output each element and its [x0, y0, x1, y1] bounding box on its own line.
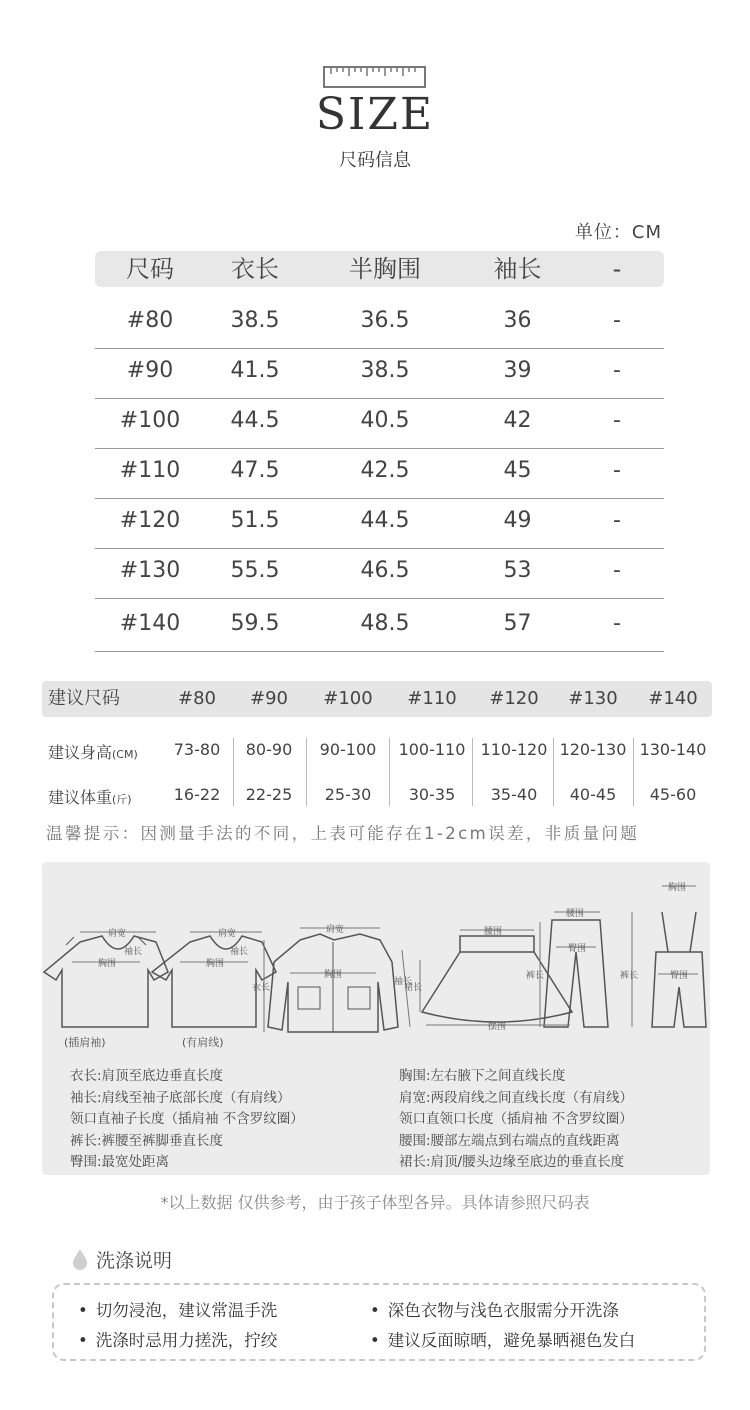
size-row	[95, 348, 664, 399]
wash-item: • 切勿浸泡，建议常温手洗	[78, 1297, 277, 1321]
suggest-size-cell: #120	[489, 688, 539, 709]
label-chest: 胸围	[324, 970, 343, 980]
size-row	[95, 601, 664, 652]
header-cell: 半胸围	[349, 255, 421, 283]
size-cell: 36	[503, 308, 532, 333]
caption-raglan: (插肩袖)	[64, 1036, 106, 1049]
suggest-weight-row	[42, 777, 712, 817]
size-cell: #130	[119, 558, 181, 583]
overalls-shape	[652, 952, 706, 1027]
column-divider	[306, 738, 307, 806]
label-waist: 腰围	[484, 927, 503, 937]
header-cell: -	[612, 255, 622, 283]
size-cell: 53	[503, 558, 532, 583]
label-waist: 腰围	[566, 909, 585, 919]
size-cell: 59.5	[230, 611, 280, 636]
label-skirt-length: 裙长	[404, 983, 423, 993]
unit-label: 单位：CM	[574, 222, 662, 243]
measurement-tip: 温馨提示：因测量手法的不同，上表可能存在1-2cm误差，非质量问题	[46, 824, 640, 843]
size-cell: -	[613, 408, 621, 433]
reference-note: *以上数据 仅供参考，由于孩子体型各异。具体请参照尺码表	[160, 1193, 590, 1212]
suggest-size-cell: #100	[323, 688, 373, 709]
size-cell: 49	[503, 508, 532, 533]
column-divider	[553, 738, 554, 806]
wash-item: • 建议反面晾晒，避免暴晒褪色发白	[370, 1327, 635, 1351]
column-divider	[472, 738, 473, 806]
column-divider	[233, 738, 234, 806]
size-cell: 45	[503, 458, 532, 483]
size-cell: 39	[503, 358, 532, 383]
label-chest: 胸围	[98, 959, 117, 969]
water-drop-icon	[72, 1248, 88, 1270]
size-cell: 57	[503, 611, 532, 636]
label-hip: 臀围	[670, 971, 689, 981]
definition-item: 肩宽:两段肩线之间直线长度（有肩线）	[399, 1089, 634, 1106]
size-cell: #140	[119, 611, 181, 636]
definition-item: 衣长:肩顶至底边垂直长度	[70, 1068, 224, 1084]
size-cell: #100	[119, 408, 181, 433]
column-divider	[633, 738, 634, 806]
definition-item: 领口直领口长度（插肩袖 不含罗纹圈）	[399, 1111, 633, 1127]
size-subtitle: 尺码信息	[339, 150, 411, 171]
definition-item: 领口直袖子长度（插肩袖 不含罗纹圈）	[70, 1111, 304, 1127]
label-sleeve: 袖长	[394, 977, 413, 987]
weight-cell: 45-60	[649, 785, 697, 804]
height-cell: 120-130	[559, 740, 627, 759]
suggest-size-cell: #110	[407, 688, 457, 709]
size-cell: -	[613, 458, 621, 483]
definition-item: 袖长:肩线至袖子底部长度（有肩线）	[70, 1089, 291, 1106]
suggest-size-cell: #140	[648, 688, 698, 709]
size-cell: 36.5	[360, 308, 410, 333]
definition-item: 胸围:左右腋下之间直线长度	[399, 1068, 566, 1084]
label-pants-length: 裤长	[526, 971, 545, 981]
size-cell: 41.5	[230, 358, 280, 383]
wash-instructions-box	[52, 1283, 706, 1361]
definition-item: 腰围:腰部左端点到右端点的直线距离	[399, 1132, 620, 1149]
size-cell: #80	[126, 308, 174, 333]
size-row	[95, 398, 664, 449]
size-row	[95, 548, 664, 599]
definition-item: 裙长:肩顶/腰头边缘至底边的垂直长度	[399, 1154, 625, 1170]
header-cell: 衣长	[231, 255, 279, 283]
size-cell: #90	[126, 358, 174, 383]
label-hip: 臀围	[568, 944, 587, 954]
height-cell: 100-110	[398, 740, 466, 759]
suggest-size-label: 建议尺码	[48, 688, 120, 709]
header-cell: 尺码	[126, 255, 174, 283]
definitions-right	[399, 1066, 633, 1174]
caption-set-in: (有肩线)	[182, 1036, 224, 1049]
label-shoulder: 肩宽	[108, 929, 127, 939]
weight-cell: 16-22	[173, 785, 221, 804]
suggest-table-header	[42, 681, 712, 717]
weight-cell: 35-40	[490, 785, 538, 804]
height-label: 建议身高(CM)	[48, 743, 138, 762]
size-title: SIZE	[315, 89, 435, 140]
pants-shape	[544, 920, 608, 1027]
label-sleeve: 袖长	[230, 947, 249, 957]
size-cell: -	[613, 558, 621, 583]
height-cell: 130-140	[639, 740, 707, 759]
label-chest: 胸围	[668, 883, 687, 893]
height-cell: 73-80	[173, 740, 221, 759]
height-cell: 90-100	[319, 740, 377, 759]
label-shoulder: 肩宽	[218, 929, 237, 939]
size-cell: 46.5	[360, 558, 410, 583]
wash-item: • 洗涤时忌用力搓洗，拧绞	[78, 1327, 277, 1351]
weight-cell: 40-45	[569, 785, 617, 804]
suggest-size-cell: #130	[568, 688, 618, 709]
size-cell: -	[613, 308, 621, 333]
column-divider	[389, 738, 390, 806]
skirt-waistband	[460, 936, 534, 952]
size-cell: -	[613, 508, 621, 533]
size-cell: #120	[119, 508, 181, 533]
size-cell: 38.5	[360, 358, 410, 383]
size-row	[95, 498, 664, 549]
label-sleeve: 袖长	[124, 947, 143, 957]
size-cell: 40.5	[360, 408, 410, 433]
size-cell: 55.5	[230, 558, 280, 583]
label-pants-length: 裤长	[620, 971, 639, 981]
size-cell: 48.5	[360, 611, 410, 636]
size-cell: 47.5	[230, 458, 280, 483]
size-cell: -	[613, 611, 621, 636]
wash-title: 洗涤说明	[96, 1250, 173, 1272]
label-chest: 胸围	[206, 959, 225, 969]
size-table-header	[95, 251, 664, 287]
size-cell: 42.5	[360, 458, 410, 483]
weight-cell: 22-25	[245, 785, 293, 804]
definition-item: 臀围:最宽处距离	[70, 1154, 170, 1170]
weight-cell: 30-35	[408, 785, 456, 804]
size-row	[95, 298, 664, 349]
size-cell: 42	[503, 408, 532, 433]
size-cell: 51.5	[230, 508, 280, 533]
measurement-diagram-panel	[42, 862, 710, 1175]
weight-label: 建议体重(斤)	[48, 788, 132, 807]
size-cell: 38.5	[230, 308, 280, 333]
ruler-icon	[323, 66, 426, 88]
size-row	[95, 448, 664, 499]
raglan-tee-shape	[44, 936, 168, 1027]
size-cell: -	[613, 358, 621, 383]
suggest-size-cell: #90	[250, 688, 288, 709]
label-hem: 摆围	[488, 1022, 507, 1032]
suggest-size-cell: #80	[178, 688, 216, 709]
definition-item: 裤长:裤腰至裤脚垂直长度	[70, 1132, 224, 1149]
height-cell: 80-90	[245, 740, 293, 759]
header-cell: 袖长	[493, 255, 542, 283]
size-cell: 44.5	[360, 508, 410, 533]
suggest-height-row	[42, 732, 712, 772]
size-cell: 44.5	[230, 408, 280, 433]
wash-item: • 深色衣物与浅色衣服需分开洗涤	[370, 1297, 619, 1321]
definitions-left	[70, 1066, 304, 1174]
label-length: 衣长	[252, 983, 271, 993]
label-shoulder: 肩宽	[326, 925, 345, 935]
size-cell: #110	[119, 458, 181, 483]
height-cell: 110-120	[480, 740, 548, 759]
weight-cell: 25-30	[324, 785, 372, 804]
